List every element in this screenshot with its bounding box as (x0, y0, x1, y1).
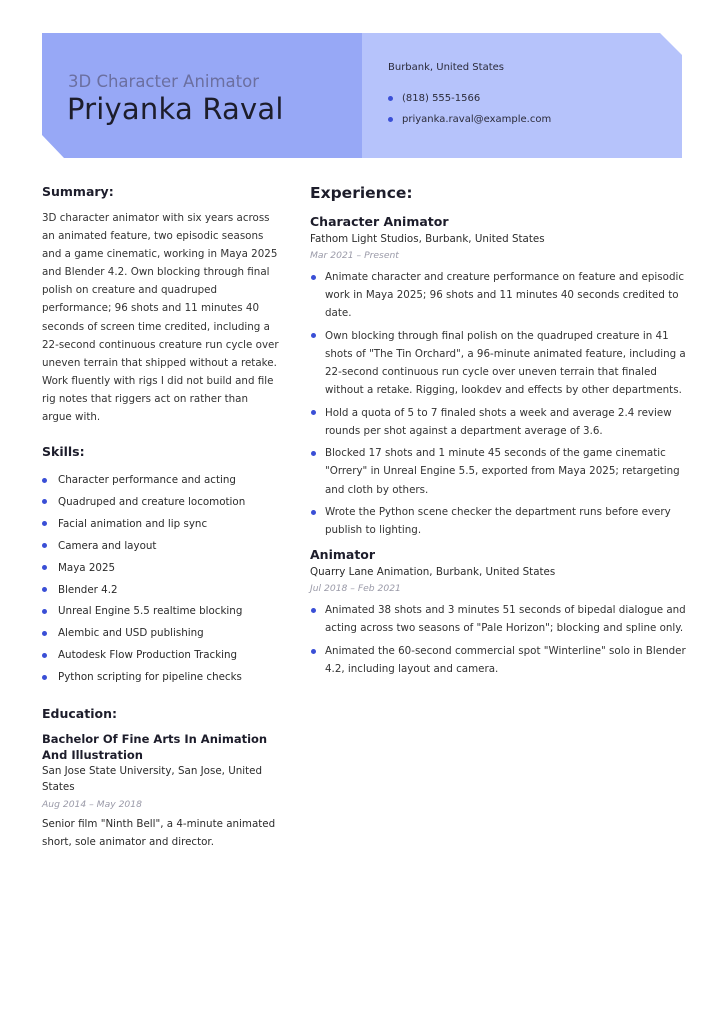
skills-list (42, 469, 280, 688)
bullet-icon (311, 608, 316, 613)
job-role: Animator (310, 547, 376, 563)
job-bullet-text: Blocked 17 shots and 1 minute 45 seconds of the game cinematic "Orrery" in Unreal Engine 5.5, exported from Maya 2025; retargeting and cloth by others. (325, 447, 680, 496)
skill-item (42, 622, 280, 644)
job-bullet (310, 268, 690, 322)
education-heading: Education: (42, 706, 117, 722)
education-section (42, 706, 280, 851)
school-name: San Jose State University, San Jose, United States (42, 765, 263, 793)
bullet-icon (311, 510, 316, 515)
bullet-icon (388, 117, 393, 122)
skill-label: Quadruped and creature locomotion (58, 495, 246, 508)
skill-label: Facial animation and lip sync (58, 517, 208, 530)
skill-label: Blender 4.2 (58, 583, 118, 596)
contact-email[interactable] (388, 109, 551, 130)
skill-item (42, 513, 280, 535)
job-dates: Mar 2021 – Present (310, 250, 399, 261)
skill-item (42, 535, 280, 557)
job-company: Fathom Light Studios, Burbank, United States (310, 233, 545, 245)
bullet-icon (388, 96, 393, 101)
education-dates: Aug 2014 – May 2018 (42, 799, 142, 811)
left-column (42, 184, 280, 851)
skill-item (42, 469, 280, 491)
skills-heading: Skills: (42, 444, 85, 460)
job-bullet-text: Animated 38 shots and 3 minutes 51 seconds of bipedal dialogue and acting across two seasons of "Pale Horizon"; blocking and spline only. (325, 604, 686, 635)
email-text[interactable]: priyanka.raval@example.com (402, 114, 552, 125)
bullet-icon (311, 333, 316, 338)
summary-heading: Summary: (42, 184, 114, 199)
candidate-name: Priyanka Raval (67, 92, 284, 126)
job-bullets (310, 601, 690, 678)
bullet-icon (42, 499, 47, 504)
skill-item (42, 600, 280, 622)
bullet-icon (42, 587, 47, 592)
skill-item (42, 491, 280, 513)
experience-heading: Experience: (310, 184, 413, 202)
right-column (310, 184, 690, 683)
phone-text: (818) 555-1566 (402, 93, 481, 104)
bullet-icon (42, 609, 47, 614)
education-description: Senior film "Ninth Bell", a 4-minute animated short, sole animator and director. (42, 818, 276, 849)
summary-text: 3D character animator with six years across an animated feature, two episodic seasons and a game cinematic, working in Maya 2025 and Blender 4.2. Own blocking through final polish on creature and quadruped performance; 96 shots and 11 minutes 40 seconds of screen time credited, including a 22-second continuous creature run cycle over uneven terrain that shipped without a retake. Work fluently with rigs I did not build and file rig notes that riggers act on rather than argue with. (42, 212, 279, 424)
job-bullet-text: Wrote the Python scene checker the department runs before every publish to lighting. (325, 506, 671, 537)
job-bullet (310, 601, 690, 637)
job-title: 3D Character Animator (68, 72, 260, 91)
job-bullet (310, 444, 690, 498)
contact-list (388, 88, 551, 130)
bullet-icon (311, 275, 316, 280)
degree-title: Bachelor Of Fine Arts In Animation And Illustration (42, 732, 268, 763)
job-dates: Jul 2018 – Feb 2021 (310, 583, 401, 595)
job-company: Quarry Lane Animation, Burbank, United States (310, 566, 556, 579)
job-bullet-text: Hold a quota of 5 to 7 finaled shots a week and average 2.4 review rounds per shot against a department average of 3.6. (325, 406, 672, 437)
bullet-icon (42, 543, 47, 548)
skill-label: Alembic and USD publishing (58, 627, 204, 640)
job-bullet (310, 327, 690, 399)
skill-label: Unreal Engine 5.5 realtime blocking (58, 605, 243, 618)
job-bullet-text: Animated the 60-second commercial spot "Winterline" solo in Blender 4.2, including layout and camera. (325, 645, 686, 676)
bullet-icon (311, 451, 316, 456)
job-role: Character Animator (310, 214, 449, 229)
skill-item (42, 644, 280, 666)
skill-label: Autodesk Flow Production Tracking (58, 649, 238, 662)
skill-item (42, 557, 280, 579)
skills-section (42, 444, 280, 688)
bullet-icon (42, 653, 47, 658)
skill-label: Character performance and acting (58, 474, 236, 487)
job-bullet (310, 503, 690, 539)
bullet-icon (42, 675, 47, 680)
skill-item (42, 579, 280, 601)
job-bullet-text: Animate character and creature performance on feature and episodic work in Maya 2025; 96 shots and 11 minutes 40 seconds credited to date. (325, 271, 684, 320)
bullet-icon (311, 649, 316, 654)
job-bullet (310, 642, 690, 678)
location: Burbank, United States (388, 62, 504, 73)
bullet-icon (42, 521, 47, 526)
skill-label: Python scripting for pipeline checks (58, 671, 242, 684)
skill-item (42, 666, 280, 688)
summary-section (42, 184, 280, 426)
bullet-icon (42, 631, 47, 636)
bullet-icon (311, 410, 316, 415)
job-bullet-text: Own blocking through final polish on the quadruped creature in 41 shots of "The Tin Orchard", a 96-minute animated feature, including a 22-second continuous run cycle over uneven terrain that finaled without a retake. Rigging, lookdev and effects by other departments. (325, 329, 686, 397)
bullet-icon (42, 565, 47, 570)
job-bullets (310, 268, 690, 539)
job-entry (310, 214, 690, 539)
job-bullet (310, 404, 690, 440)
skill-label: Maya 2025 (58, 561, 116, 574)
skill-label: Camera and layout (58, 539, 157, 552)
job-entry (310, 547, 690, 678)
bullet-icon (42, 478, 47, 483)
contact-phone (388, 88, 551, 109)
